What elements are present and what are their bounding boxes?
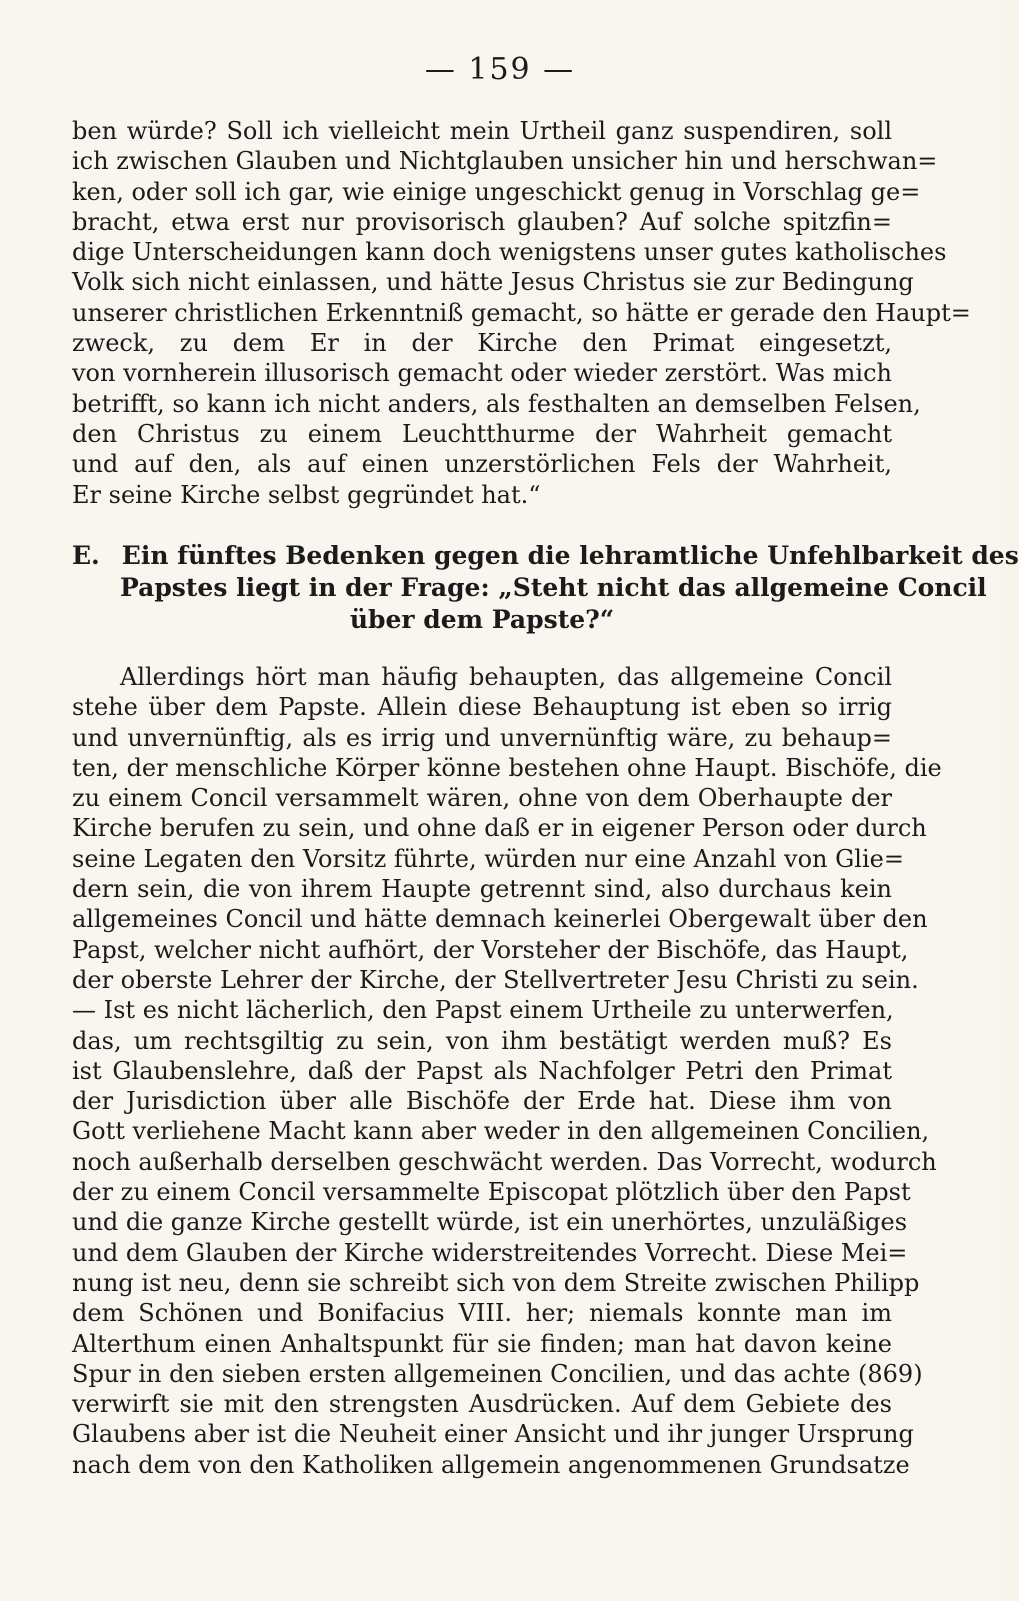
text-line: allgemeines Concil und hätte demnach keinerlei Obergewalt über den xyxy=(72,905,928,934)
text-line: das, um rechtsgiltig zu sein, von ihm bestätigt werden muß? Es xyxy=(72,1026,892,1055)
text-line: ich zwischen Glauben und Nichtglauben unsicher hin und herschwan= xyxy=(72,147,938,176)
text-line: dern sein, die von ihrem Haupte getrennt sind, also durchaus kein xyxy=(72,875,892,904)
text-line: betrifft, so kann ich nicht anders, als festhalten an demselben Felsen, xyxy=(72,389,921,418)
page-number: — 159 — xyxy=(424,52,576,87)
paragraph-body xyxy=(72,662,942,1480)
text-line: bracht, etwa erst nur provisorisch glauben? Auf solche spitzfin= xyxy=(72,207,892,236)
text-line: Volk sich nicht einlassen, und hätte Jesus Christus sie zur Bedingung xyxy=(72,268,914,297)
text-line: seine Legaten den Vorsitz führte, würden nur eine Anzahl von Glie= xyxy=(72,844,904,873)
text-line: ben würde? Soll ich vielleicht mein Urtheil ganz suspendiren, soll xyxy=(72,117,892,145)
text-line: dige Unterscheidungen kann doch wenigstens unser gutes katholisches xyxy=(72,238,947,267)
text-line: Glaubens aber ist die Neuheit einer Ansicht und ihr junger Ursprung xyxy=(72,1420,914,1449)
text-line: Allerdings hört man häufig behaupten, das allgemeine Concil xyxy=(120,663,892,691)
text-line: ken, oder soll ich gar, wie einige ungeschickt genug in Vorschlag ge= xyxy=(72,177,921,206)
text-line: Er seine Kirche selbst gegründet hat.“ xyxy=(72,480,541,509)
text-line: und unvernünftig, als es irrig und unvernünftig wäre, zu behaup= xyxy=(72,723,892,752)
text-line: Kirche berufen zu sein, und ohne daß er in eigener Person oder durch xyxy=(72,814,927,843)
text-line: ist Glaubenslehre, daß der Papst als Nachfolger Petri den Primat xyxy=(72,1056,892,1085)
text-line: Alterthum einen Anhaltspunkt für sie finden; man hat davon keine xyxy=(72,1329,892,1358)
text-line: noch außerhalb derselben geschwächt werden. Das Vorrecht, wodurch xyxy=(72,1147,937,1176)
text-line: von vornherein illusorisch gemacht oder wieder zerstört. Was mich xyxy=(72,359,892,388)
section-heading xyxy=(72,540,1019,636)
text-line: unserer christlichen Erkenntniß gemacht, so hätte er gerade den Haupt= xyxy=(72,298,971,327)
text-line: zu einem Concil versammelt wären, ohne von dem Oberhaupte der xyxy=(72,784,892,813)
text-line: der Jurisdiction über alle Bischöfe der Erde hat. Diese ihm von xyxy=(72,1087,892,1116)
text-line: und auf den, als auf einen unzerstörlichen Fels der Wahrheit, xyxy=(72,450,892,479)
text-line: ten, der menschliche Körper könne bestehen ohne Haupt. Bischöfe, die xyxy=(72,753,942,782)
text-line: stehe über dem Papste. Allein diese Behauptung ist eben so irrig xyxy=(72,693,892,722)
text-line: Spur in den sieben ersten allgemeinen Concilien, und das achte (869) xyxy=(72,1359,923,1388)
heading-line: Papstes liegt in der Frage: „Steht nicht das allgemeine Concil xyxy=(120,573,987,602)
text-line: — Ist es nicht lächerlich, den Papst einem Urtheile zu unterwerfen, xyxy=(72,996,894,1025)
paragraph-continued xyxy=(72,116,971,510)
text-line: Papst, welcher nicht aufhört, der Vorsteher der Bischöfe, das Haupt, xyxy=(72,935,909,964)
text-line: verwirft sie mit den strengsten Ausdrücken. Auf dem Gebiete des xyxy=(72,1390,892,1419)
text-line: nung ist neu, denn sie schreibt sich von dem Streite zwischen Philipp xyxy=(72,1268,920,1297)
text-line: und die ganze Kirche gestellt würde, ist ein unerhörtes, unzuläßiges xyxy=(72,1208,908,1237)
text-line: der oberste Lehrer der Kirche, der Stellvertreter Jesu Christi zu sein. xyxy=(72,965,919,994)
text-line: der zu einem Concil versammelte Episcopat plötzlich über den Papst xyxy=(72,1178,911,1207)
heading-line xyxy=(72,540,1019,572)
text-line: dem Schönen und Bonifacius VIII. her; niemals konnte man im xyxy=(72,1299,892,1328)
heading-line: über dem Papste?“ xyxy=(349,605,615,634)
text-line: den Christus zu einem Leuchtthurme der Wahrheit gemacht xyxy=(72,419,892,448)
text-line: nach dem von den Katholiken allgemein angenommenen Grundsatze xyxy=(72,1450,910,1479)
text-line: und dem Glauben der Kirche widerstreitendes Vorrecht. Diese Mei= xyxy=(72,1238,908,1267)
text-line: zweck, zu dem Er in der Kirche den Primat eingesetzt, xyxy=(72,329,892,358)
section-marker: E. xyxy=(72,541,100,570)
text-line: Gott verliehene Macht kann aber weder in den allgemeinen Concilien, xyxy=(72,1117,930,1146)
heading-text: Ein fünftes Bedenken gegen die lehramtliche Unfehlbarkeit des xyxy=(121,541,1019,570)
